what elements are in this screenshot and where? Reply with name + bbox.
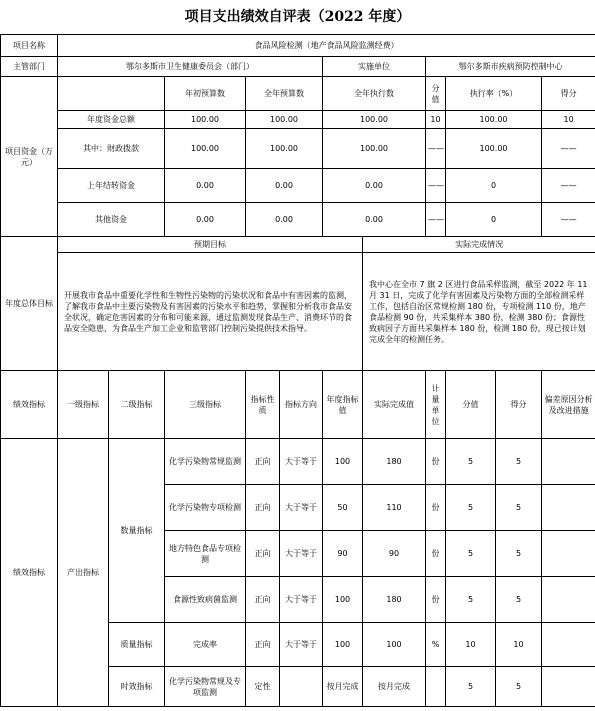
page-title: 项目支出绩效自评表（2022 年度） <box>184 9 411 25</box>
perf-target: 90 <box>323 531 363 577</box>
perf-nature: 正向 <box>246 531 280 577</box>
perf-score: 5 <box>446 531 496 577</box>
project-name-label: 项目名称 <box>1 35 58 57</box>
perf-unit: 份 <box>426 439 446 485</box>
perf-score: 5 <box>446 667 496 707</box>
perf-nature: 正向 <box>246 439 280 485</box>
funds-got: —— <box>542 203 595 237</box>
funds-rate: 0 <box>446 203 542 237</box>
perf-name: 地方特色食品专项检测 <box>165 531 246 577</box>
dept-label: 主管部门 <box>1 57 58 77</box>
perf-actual: 100 <box>363 623 426 667</box>
funds-row-label: 其中：财政拨款 <box>58 129 165 169</box>
perf-name: 化学污染物常规及专项监测 <box>165 667 246 707</box>
funds-score: —— <box>426 169 446 203</box>
perf-header-nature: 指标性质 <box>246 371 280 439</box>
perf-header-unit: 计量单位 <box>426 371 446 439</box>
perf-direction: 大于等于 <box>280 485 323 531</box>
perf-reason <box>542 667 595 707</box>
perf-level1: 产出指标 <box>58 439 109 707</box>
funds-section-label: 项目资金（万元） <box>1 77 58 237</box>
funds-got: 10 <box>542 111 595 129</box>
perf-actual: 180 <box>363 577 426 623</box>
perf-unit: 份 <box>426 577 446 623</box>
funds-rate: 0 <box>446 169 542 203</box>
perf-header-reason: 偏差原因分析及改进措施 <box>542 371 595 439</box>
perf-nature: 定性 <box>246 667 280 707</box>
perf-name: 化学污染物常规监测 <box>165 439 246 485</box>
perf-target: 100 <box>323 439 363 485</box>
perf-name: 化学污染物专项检测 <box>165 485 246 531</box>
goals-expected-header: 预期目标 <box>58 237 363 253</box>
funds-row <box>1 203 595 237</box>
funds-rate: 100.00 <box>446 129 542 169</box>
funds-exec: 100.00 <box>323 129 426 169</box>
perf-row <box>1 439 595 485</box>
project-name-row <box>1 35 595 57</box>
perf-direction: 大于等于 <box>280 577 323 623</box>
perf-unit <box>426 667 446 707</box>
perf-actual: 按月完成 <box>363 667 426 707</box>
perf-name: 食源性致病菌监测 <box>165 577 246 623</box>
funds-exec: 0.00 <box>323 169 426 203</box>
perf-target: 按月完成 <box>323 667 363 707</box>
funds-init: 0.00 <box>165 203 246 237</box>
perf-actual: 180 <box>363 439 426 485</box>
funds-row-label: 其他资金 <box>58 203 165 237</box>
perf-target: 100 <box>323 623 363 667</box>
perf-header-direction: 指标方向 <box>280 371 323 439</box>
perf-unit: % <box>426 623 446 667</box>
perf-group-quality: 质量指标 <box>109 623 165 667</box>
goals-header-row <box>1 237 595 253</box>
perf-got: 10 <box>496 623 542 667</box>
funds-row-label: 年度资金总额 <box>58 111 165 129</box>
funds-score: 10 <box>426 111 446 129</box>
funds-header-score: 分值 <box>426 77 446 111</box>
perf-got: 5 <box>496 577 542 623</box>
perf-actual: 90 <box>363 531 426 577</box>
perf-reason <box>542 623 595 667</box>
goals-section-label: 年度总体目标 <box>1 237 58 371</box>
dept-value: 鄂尔多斯市卫生健康委员会（部门） <box>58 57 323 77</box>
perf-unit: 份 <box>426 531 446 577</box>
goals-content-row <box>1 253 595 371</box>
perf-header-actual: 实际完成值 <box>363 371 426 439</box>
perf-header-level1: 一级指标 <box>58 371 109 439</box>
perf-reason <box>542 439 595 485</box>
perf-name: 完成率 <box>165 623 246 667</box>
perf-reason <box>542 577 595 623</box>
funds-got: —— <box>542 169 595 203</box>
perf-header-level2: 二级指标 <box>109 371 165 439</box>
funds-exec: 0.00 <box>323 203 426 237</box>
perf-reason <box>542 485 595 531</box>
perf-got: 5 <box>496 485 542 531</box>
perf-direction: 大于等于 <box>280 439 323 485</box>
funds-header-row <box>1 77 595 111</box>
unit-label: 实施单位 <box>323 57 426 77</box>
evaluation-table <box>0 34 595 707</box>
funds-got: —— <box>542 129 595 169</box>
funds-header-exec: 全年执行数 <box>323 77 426 111</box>
perf-direction: 大于等于 <box>280 623 323 667</box>
perf-header-row <box>1 371 595 439</box>
perf-group-quantity: 数量指标 <box>109 439 165 623</box>
perf-score: 10 <box>446 623 496 667</box>
perf-header-got: 得分 <box>496 371 542 439</box>
perf-header-col0: 绩效指标 <box>1 371 58 439</box>
funds-init: 100.00 <box>165 111 246 129</box>
perf-target: 100 <box>323 577 363 623</box>
funds-score: —— <box>426 203 446 237</box>
perf-unit: 份 <box>426 485 446 531</box>
perf-header-level3: 三级指标 <box>165 371 246 439</box>
perf-score: 5 <box>446 439 496 485</box>
funds-row <box>1 129 595 169</box>
funds-header-year: 全年预算数 <box>246 77 323 111</box>
funds-header-rate: 执行率（%） <box>446 77 542 111</box>
perf-direction <box>280 667 323 707</box>
perf-header-score: 分值 <box>446 371 496 439</box>
funds-row <box>1 169 595 203</box>
goals-expected-text: 开展我市食品中重要化学性和生物性污染物的污染状况和食品中有害因素的监测，了解我市食品中主要污染物及有害因素的污染水平和趋势，掌握和分析我市食品安全状况，确定危害因素的分布和可能来源，通过监测发现食品生产、消费环节的食品安全隐患，为食品生产加工企业和监管部门控制污染提供技术指导。 <box>58 253 363 371</box>
funds-year: 0.00 <box>246 169 323 203</box>
perf-nature: 正向 <box>246 485 280 531</box>
perf-got: 5 <box>496 439 542 485</box>
perf-header-target: 年度指标值 <box>323 371 363 439</box>
perf-nature: 正向 <box>246 623 280 667</box>
perf-got: 5 <box>496 667 542 707</box>
perf-reason <box>542 531 595 577</box>
funds-row <box>1 111 595 129</box>
funds-header-got: 得分 <box>542 77 595 111</box>
project-name-value: 食品风险检测（地产食品风险监测经费） <box>58 35 595 57</box>
perf-actual: 110 <box>363 485 426 531</box>
dept-row <box>1 57 595 77</box>
funds-header-init: 年初预算数 <box>165 77 246 111</box>
funds-init: 100.00 <box>165 129 246 169</box>
funds-year: 100.00 <box>246 129 323 169</box>
funds-header-blank <box>58 77 165 111</box>
perf-group-timeliness: 时效指标 <box>109 667 165 707</box>
perf-target: 50 <box>323 485 363 531</box>
goals-actual-text: 我中心在全市 7 旗 2 区进行食品采样监测，截至 2022 年 11 月 31 日，完成了化学有害因素及污染物方面的全部检测采样工作，包括自治区常规检测 180 份，专项检测 110 份，地产食品检测 90 份，共采集样本 380 份，检测 380 份；食源性致病因子方面共采集样本 180 份，检测 180 份，现已按计划完成全年的检测任务。 <box>363 253 595 371</box>
unit-value: 鄂尔多斯市疾病预防控制中心 <box>426 57 595 77</box>
funds-init: 0.00 <box>165 169 246 203</box>
funds-year: 100.00 <box>246 111 323 129</box>
perf-nature: 正向 <box>246 577 280 623</box>
funds-exec: 100.00 <box>323 111 426 129</box>
goals-actual-header: 实际完成情况 <box>363 237 595 253</box>
funds-row-label: 上年结转资金 <box>58 169 165 203</box>
perf-score: 5 <box>446 577 496 623</box>
perf-direction: 大于等于 <box>280 531 323 577</box>
perf-section-label: 绩效指标 <box>1 439 58 707</box>
perf-got: 5 <box>496 531 542 577</box>
funds-score: —— <box>426 129 446 169</box>
funds-year: 0.00 <box>246 203 323 237</box>
perf-score: 5 <box>446 485 496 531</box>
funds-rate: 100.00 <box>446 111 542 129</box>
